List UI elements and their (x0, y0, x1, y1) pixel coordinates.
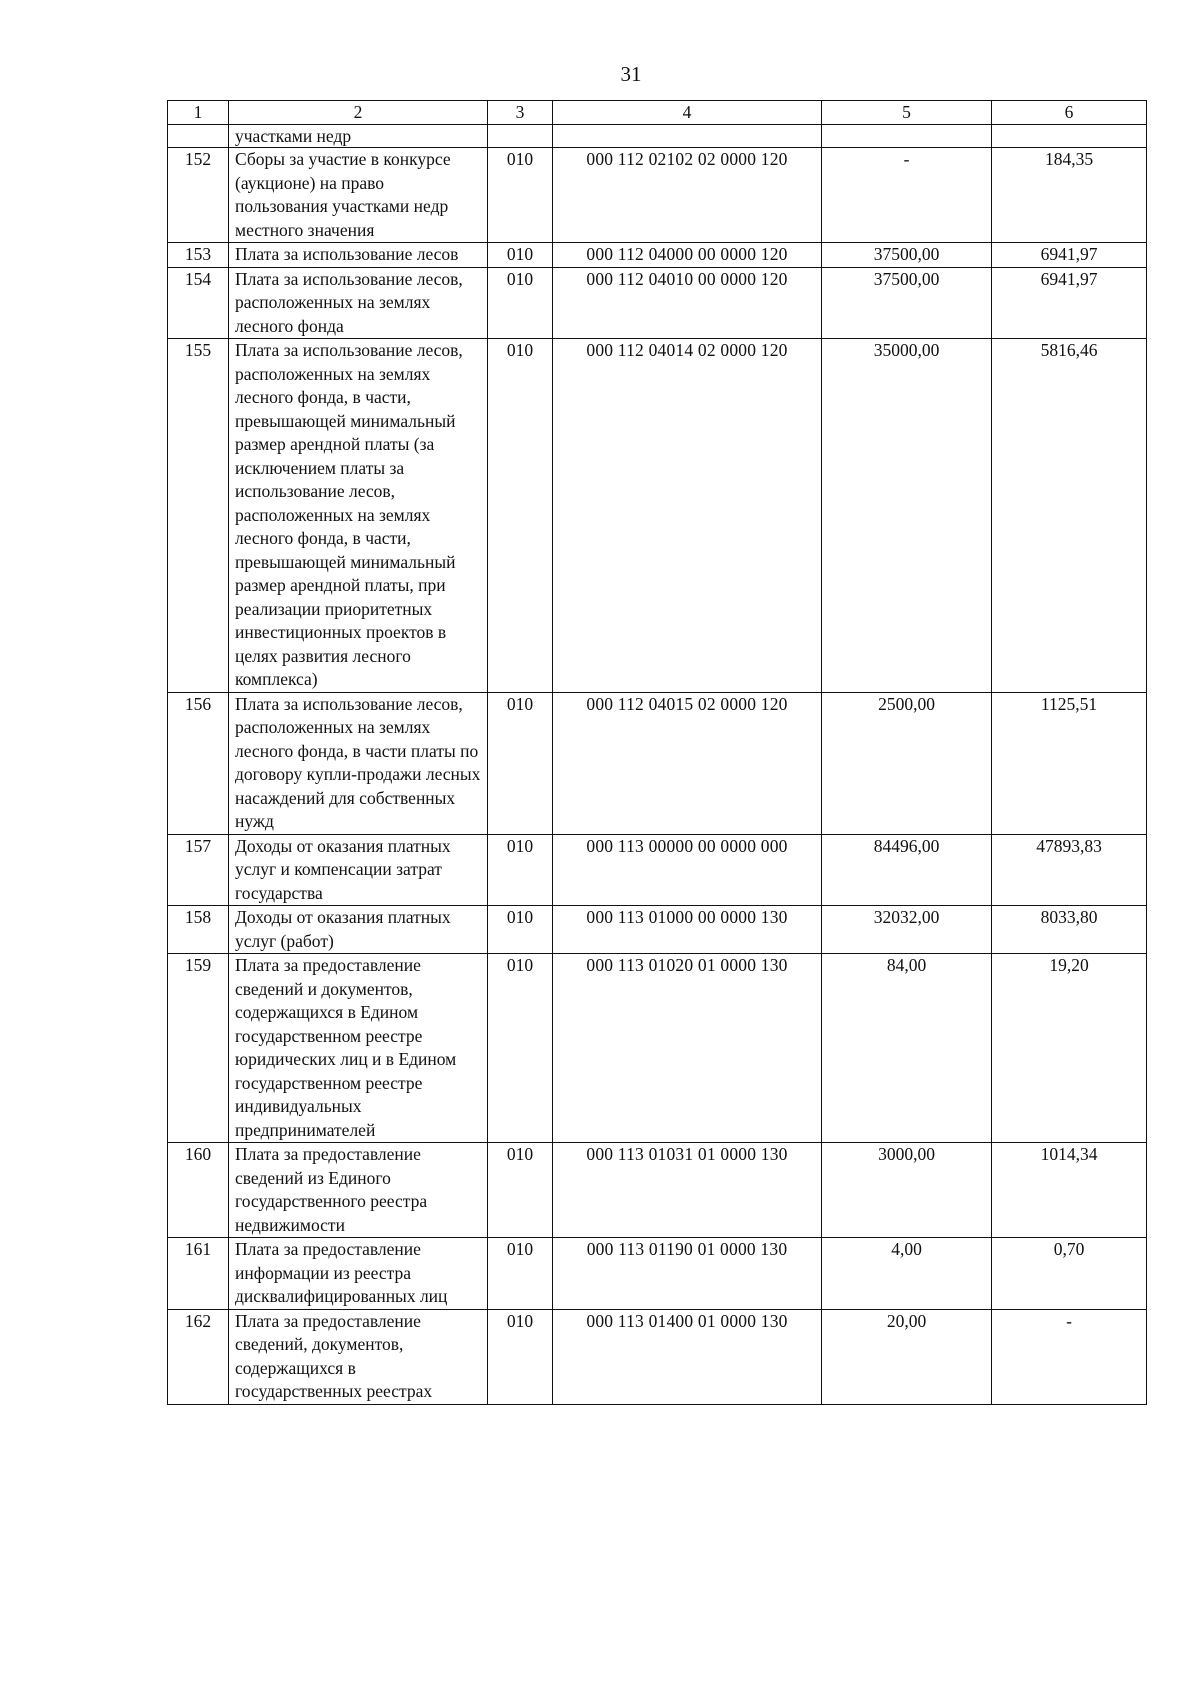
column-header-6: 6 (992, 101, 1147, 125)
row-number: 161 (168, 1238, 229, 1310)
row-fact-value: 6941,97 (992, 243, 1147, 268)
row-number: 152 (168, 148, 229, 243)
row-budget-code: 000 112 04014 02 0000 120 (553, 339, 822, 693)
row-number: 162 (168, 1309, 229, 1404)
row-fact-value: 1125,51 (992, 692, 1147, 834)
table-row (168, 692, 1147, 834)
table-row (168, 954, 1147, 1143)
row-fact-value: 8033,80 (992, 906, 1147, 954)
continuation-text: участками недр (229, 125, 488, 148)
row-code: 010 (488, 339, 553, 693)
row-plan-value: 37500,00 (822, 243, 992, 268)
row-budget-code: 000 113 01400 01 0000 130 (553, 1309, 822, 1404)
row-plan-value: 20,00 (822, 1309, 992, 1404)
row-budget-code: 000 113 01020 01 0000 130 (553, 954, 822, 1143)
table-row (168, 243, 1147, 268)
row-fact-value: 5816,46 (992, 339, 1147, 693)
cell-empty (822, 125, 992, 148)
row-budget-code: 000 112 04010 00 0000 120 (553, 267, 822, 339)
row-name: Плата за предоставление сведений из Единого государственного реестра недвижимости (229, 1143, 488, 1238)
row-plan-value: 3000,00 (822, 1143, 992, 1238)
row-number: 160 (168, 1143, 229, 1238)
row-plan-value: - (822, 148, 992, 243)
row-budget-code: 000 112 04000 00 0000 120 (553, 243, 822, 268)
cell-empty (488, 125, 553, 148)
row-fact-value: 0,70 (992, 1238, 1147, 1310)
row-code: 010 (488, 906, 553, 954)
row-code: 010 (488, 1238, 553, 1310)
row-name: Плата за использование лесов, расположенных на землях лесного фонда, в части платы по договору купли-продажи лесных насаждений для собственных нужд (229, 692, 488, 834)
row-name: Плата за предоставление информации из реестра дисквалифицированных лиц (229, 1238, 488, 1310)
row-plan-value: 84496,00 (822, 834, 992, 906)
row-number: 155 (168, 339, 229, 693)
column-header-4: 4 (553, 101, 822, 125)
row-name: Плата за предоставление сведений, документов, содержащихся в государственных реестрах (229, 1309, 488, 1404)
row-fact-value: 184,35 (992, 148, 1147, 243)
table-row (168, 1143, 1147, 1238)
table-row (168, 906, 1147, 954)
row-fact-value: 19,20 (992, 954, 1147, 1143)
table-row (168, 834, 1147, 906)
column-header-3: 3 (488, 101, 553, 125)
row-code: 010 (488, 1309, 553, 1404)
row-plan-value: 35000,00 (822, 339, 992, 693)
row-name: Плата за использование лесов, расположенных на землях лесного фонда (229, 267, 488, 339)
continuation-row (168, 125, 1147, 148)
row-code: 010 (488, 834, 553, 906)
row-code: 010 (488, 692, 553, 834)
table-row (168, 148, 1147, 243)
table-row (168, 339, 1147, 693)
page-number (62, 62, 1200, 87)
row-name: Доходы от оказания платных услуг и компенсации затрат государства (229, 834, 488, 906)
row-number: 154 (168, 267, 229, 339)
row-budget-code: 000 113 01000 00 0000 130 (553, 906, 822, 954)
row-code: 010 (488, 267, 553, 339)
row-budget-code: 000 113 00000 00 0000 000 (553, 834, 822, 906)
row-name: Плата за использование лесов, расположенных на землях лесного фонда, в части, превышающей минимальный размер арендной платы (за исключением платы за использование лесов, расположенных на землях лесного фонда, в части, превышающей минимальный размер арендной платы, при реализации приоритетных инвестиционных проектов в целях развития лесного комплекса) (229, 339, 488, 693)
revenue-table (167, 100, 1147, 1405)
row-code: 010 (488, 1143, 553, 1238)
row-name: Плата за использование лесов (229, 243, 488, 268)
row-budget-code: 000 113 01031 01 0000 130 (553, 1143, 822, 1238)
row-number: 153 (168, 243, 229, 268)
row-fact-value: 1014,34 (992, 1143, 1147, 1238)
row-plan-value: 37500,00 (822, 267, 992, 339)
row-budget-code: 000 112 04015 02 0000 120 (553, 692, 822, 834)
cell-empty (992, 125, 1147, 148)
row-budget-code: 000 112 02102 02 0000 120 (553, 148, 822, 243)
row-fact-value: 47893,83 (992, 834, 1147, 906)
table-row (168, 1238, 1147, 1310)
table-row (168, 1309, 1147, 1404)
cell-empty (168, 125, 229, 148)
row-budget-code: 000 113 01190 01 0000 130 (553, 1238, 822, 1310)
row-number: 159 (168, 954, 229, 1143)
cell-empty (553, 125, 822, 148)
row-code: 010 (488, 243, 553, 268)
column-header-5: 5 (822, 101, 992, 125)
row-plan-value: 84,00 (822, 954, 992, 1143)
row-name: Плата за предоставление сведений и документов, содержащихся в Едином государственном реестре юридических лиц и в Едином государственном реестре индивидуальных предпринимателей (229, 954, 488, 1143)
row-number: 158 (168, 906, 229, 954)
column-header-2: 2 (229, 101, 488, 125)
row-name: Доходы от оказания платных услуг (работ) (229, 906, 488, 954)
row-number: 157 (168, 834, 229, 906)
row-plan-value: 2500,00 (822, 692, 992, 834)
row-name: Сборы за участие в конкурсе (аукционе) на право пользования участками недр местного значения (229, 148, 488, 243)
page-number-text: 31 (620, 62, 642, 86)
row-code: 010 (488, 148, 553, 243)
row-fact-value: 6941,97 (992, 267, 1147, 339)
row-number: 156 (168, 692, 229, 834)
column-header-1: 1 (168, 101, 229, 125)
row-fact-value: - (992, 1309, 1147, 1404)
table-row (168, 267, 1147, 339)
row-plan-value: 4,00 (822, 1238, 992, 1310)
row-plan-value: 32032,00 (822, 906, 992, 954)
table-header-row (168, 101, 1147, 125)
row-code: 010 (488, 954, 553, 1143)
